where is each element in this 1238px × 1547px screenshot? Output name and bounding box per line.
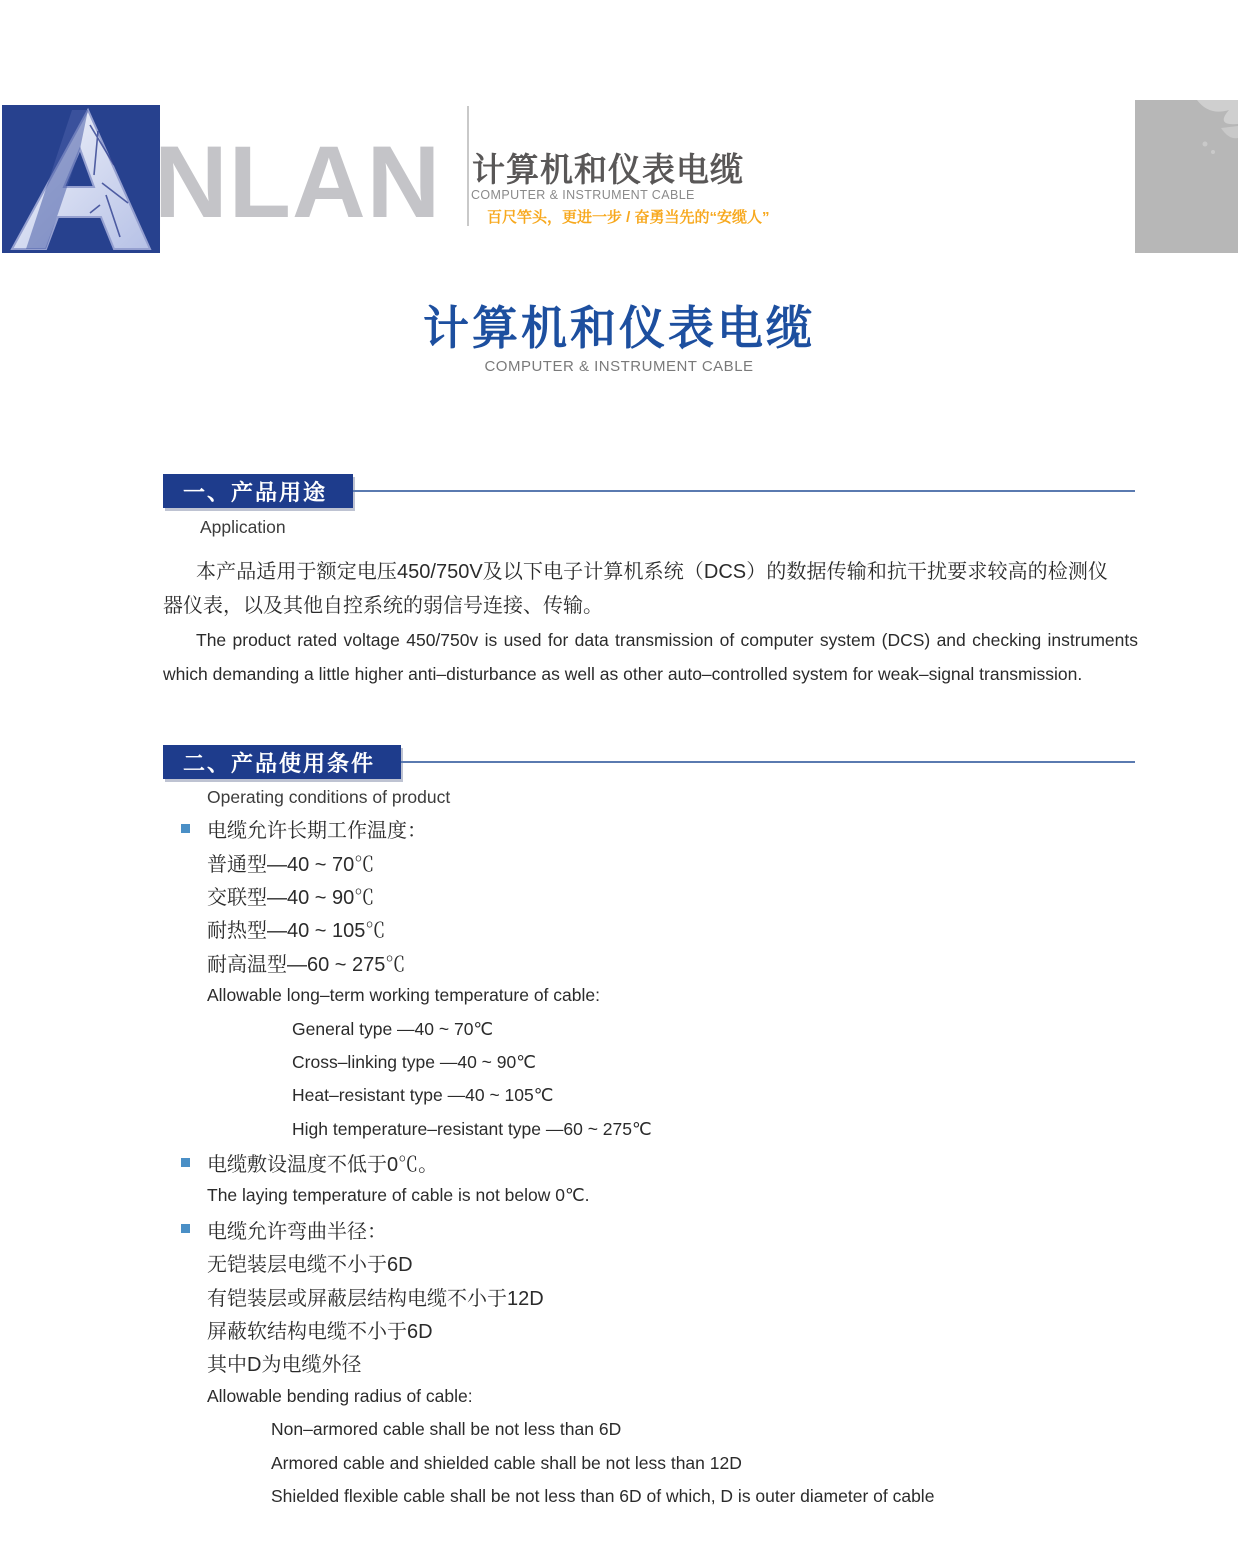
brand-slogan: 百尺竿头，更进一步 / 奋勇当先的“安缆人” — [487, 209, 770, 226]
brand-product-subtitle: COMPUTER & INSTRUMENT CABLE — [471, 188, 695, 202]
list-item — [163, 812, 1173, 845]
list-item-text: High temperature–resistant type —60 ~ 275℃ — [292, 1118, 652, 1139]
list-item — [163, 1313, 1173, 1346]
section-2-subheading: Operating conditions of product — [207, 787, 451, 807]
list-item-text: 其中D为电缆外径 — [207, 1354, 362, 1377]
application-paragraph-en: The product rated voltage 450/750v is used for data transmission of computer system (DCS) and checking instruments which demanding a little higher anti–disturbance as well as other auto–controlled system for weak–signal transmission. — [163, 630, 1138, 684]
list-item — [163, 946, 1173, 979]
list-item-text: 电缆敷设温度不低于0℃。 — [207, 1154, 439, 1177]
list-item-text: General type —40 ~ 70℃ — [292, 1018, 494, 1039]
list-item — [163, 1012, 1173, 1045]
header-divider — [467, 106, 469, 226]
list-item-text: 屏蔽软结构电缆不小于6D — [207, 1321, 433, 1344]
list-item — [163, 1346, 1173, 1379]
anlan-logo-icon — [2, 105, 160, 253]
list-item — [163, 879, 1173, 912]
list-item — [163, 1113, 1173, 1146]
list-item — [163, 1413, 1173, 1446]
list-item-text: 耐热型—40 ~ 105℃ — [207, 920, 386, 943]
list-item-text: 无铠装层电缆不小于6D — [207, 1254, 413, 1277]
brand-wordmark: NLAN — [154, 125, 442, 239]
section-1-subheading: Application — [200, 517, 286, 537]
brand-product-title: 计算机和仪表电缆 — [472, 151, 744, 188]
list-item-text: 电缆允许弯曲半径： — [207, 1220, 387, 1243]
list-item-text: 交联型—40 ~ 90℃ — [207, 886, 375, 909]
list-item — [163, 1079, 1173, 1112]
page-subtitle: COMPUTER & INSTRUMENT CABLE — [484, 358, 754, 375]
page-title: 计算机和仪表电缆 — [423, 302, 815, 354]
list-item — [163, 1046, 1173, 1079]
list-item — [163, 1179, 1173, 1212]
list-item — [163, 979, 1173, 1012]
list-item-text: 有铠装层或屏蔽层结构电缆不小于12D — [207, 1287, 544, 1310]
list-item-text: 耐高温型—60 ~ 275℃ — [207, 953, 406, 976]
condition-list — [163, 812, 1173, 1513]
bullet-square-icon — [181, 1224, 190, 1233]
list-item — [163, 1246, 1173, 1279]
list-item-text: Shielded flexible cable shall be not less than 6D of which, D is outer diameter of cable — [271, 1486, 935, 1506]
decor-photo-block — [1135, 100, 1238, 253]
list-item-text: Allowable long–term working temperature of cable: — [207, 985, 600, 1006]
section-1-heading-box: 一、产品用途 — [163, 474, 353, 508]
list-item — [163, 912, 1173, 945]
list-item — [163, 1213, 1173, 1246]
logo-a-icon — [2, 105, 160, 253]
bullet-square-icon — [181, 824, 190, 833]
application-paragraph-zh: 本产品适用于额定电压450/750V及以下电子计算机系统（DCS）的数据传输和抗干扰要求较高的检测仪器仪表，以及其他自控系统的弱信号连接、传输。 — [163, 561, 1108, 617]
leaf-decor-icon — [1135, 100, 1238, 253]
list-item — [163, 1279, 1173, 1312]
section-2-rule — [401, 761, 1135, 763]
list-item-text: The laying temperature of cable is not below 0℃. — [207, 1185, 590, 1206]
section-2-heading-box: 二、产品使用条件 — [163, 745, 401, 779]
section-2-header — [163, 745, 1135, 779]
list-item — [163, 1146, 1173, 1179]
list-item-text: 电缆允许长期工作温度： — [207, 820, 427, 843]
list-item — [163, 1446, 1173, 1479]
list-item-text: Non–armored cable shall be not less than 6D — [271, 1419, 622, 1440]
list-item — [163, 1480, 1173, 1513]
list-item-text: Armored cable and shielded cable shall be not less than 12D — [271, 1452, 742, 1473]
list-item-text: Allowable bending radius of cable: — [207, 1385, 473, 1406]
list-item — [163, 1380, 1173, 1413]
list-item — [163, 845, 1173, 878]
list-item-text: Heat–resistant type —40 ~ 105℃ — [292, 1085, 554, 1106]
section-1-rule — [353, 490, 1135, 492]
section-1-header — [163, 474, 1135, 508]
list-item-text: 普通型—40 ~ 70℃ — [207, 853, 375, 876]
list-item-text: Cross–linking type —40 ~ 90℃ — [292, 1051, 536, 1072]
bullet-square-icon — [181, 1158, 190, 1167]
